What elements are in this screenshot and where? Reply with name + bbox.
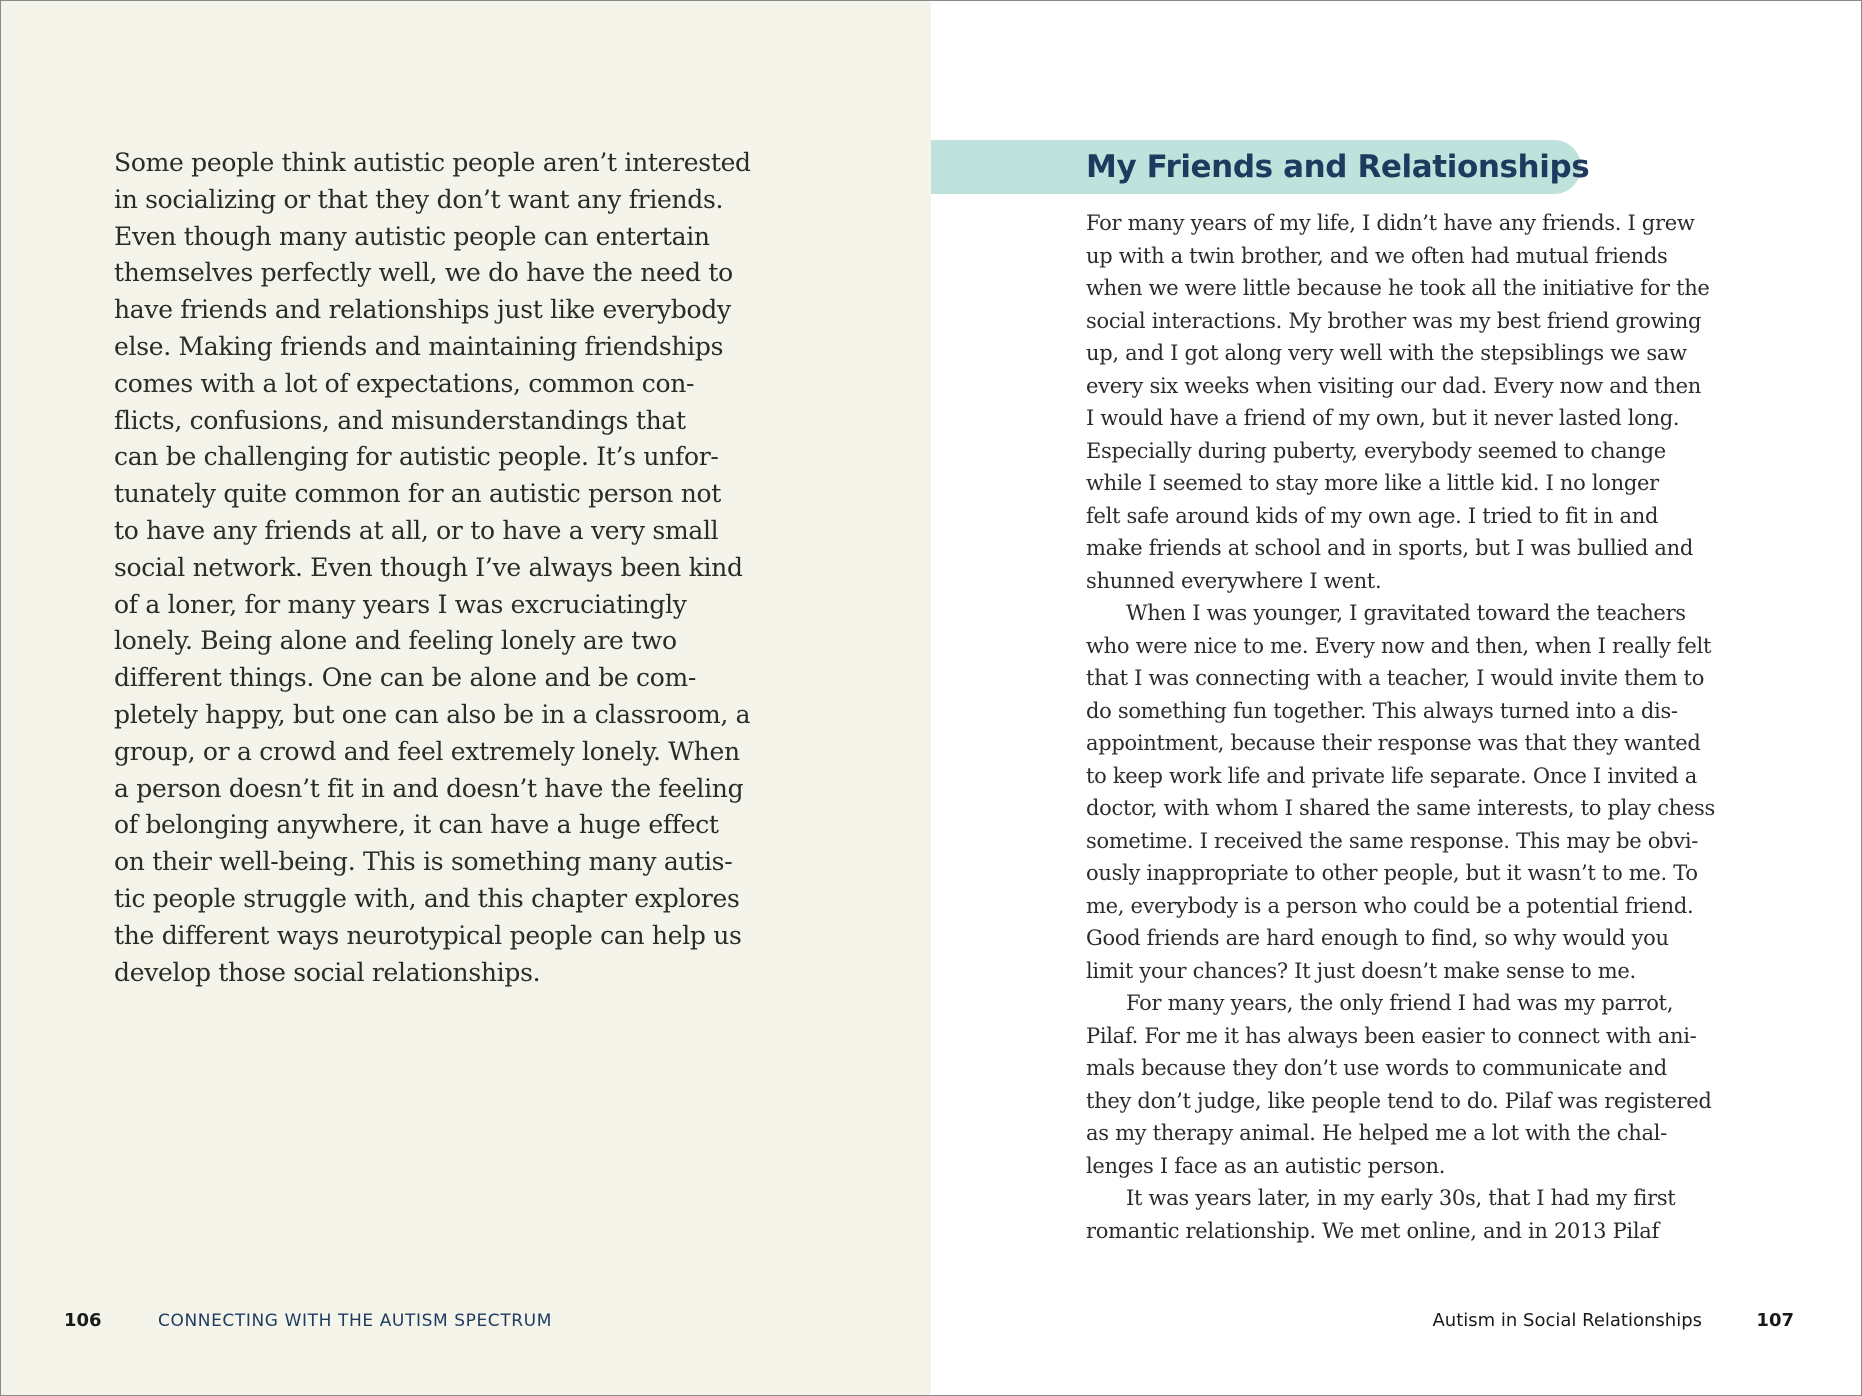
text-line: group, or a crowd and feel extremely lonely. When	[114, 736, 740, 766]
text-line: felt safe around kids of my own age. I tried to fit in and	[1086, 503, 1659, 528]
text-line: mals because they don’t use words to communicate and	[1086, 1056, 1667, 1080]
left-page-body	[114, 145, 784, 991]
left-running-head: CONNECTING WITH THE AUTISM SPECTRUM	[158, 1311, 552, 1331]
paragraph-first-line: When I was younger, I gravitated toward the teachers	[1126, 601, 1686, 625]
text-line: while I seemed to stay more like a little kid. I no longer	[1086, 471, 1659, 495]
text-line: shunned everywhere I went.	[1086, 568, 1382, 593]
text-line: doctor, with whom I shared the same interests, to play chess	[1086, 796, 1715, 820]
left-page-number: 106	[64, 1310, 102, 1331]
text-line: social network. Even though I’ve always been kind	[114, 552, 743, 582]
text-line: up with a twin brother, and we often had mutual friends	[1086, 243, 1668, 268]
right-running-head: Autism in Social Relationships	[1432, 1310, 1702, 1331]
text-line: different things. One can be alone and be com-	[114, 663, 697, 693]
text-line: pletely happy, but one can also be in a classroom, a	[114, 699, 751, 729]
text-line: limit your chances? It just doesn’t make sense to me.	[1086, 958, 1636, 983]
text-line: lenges I face as an autistic person.	[1086, 1153, 1446, 1178]
text-line: when we were little because he took all the initiative for the	[1086, 276, 1710, 300]
text-line: social interactions. My brother was my best friend growing	[1086, 308, 1702, 333]
text-line: sometime. I received the same response. This may be obvi-	[1086, 828, 1699, 853]
text-line: make friends at school and in sports, but I was bullied and	[1086, 536, 1694, 560]
text-line: Pilaf. For me it has always been easier to connect with ani-	[1086, 1023, 1697, 1048]
text-line: For many years of my life, I didn’t have any friends. I grew	[1086, 211, 1695, 235]
text-line: in socializing or that they don’t want any friends.	[114, 184, 724, 214]
text-line: else. Making friends and maintaining friendships	[114, 331, 724, 361]
text-line: of belonging anywhere, it can have a huge effect	[114, 810, 719, 840]
text-line: romantic relationship. We met online, and in 2013 Pilaf	[1086, 1218, 1659, 1243]
text-line: to keep work life and private life separate. Once I invited a	[1086, 763, 1697, 788]
text-line: ously inappropriate to other people, but it wasn’t to me. To	[1086, 861, 1698, 885]
text-line: to have any friends at all, or to have a very small	[114, 515, 719, 545]
text-line: that I was connecting with a teacher, I would invite them to	[1086, 666, 1705, 690]
text-line: themselves perfectly well, we do have the need to	[114, 258, 733, 288]
text-line: up, and I got along very well with the stepsiblings we saw	[1086, 341, 1687, 365]
text-line: every six weeks when visiting our dad. Every now and then	[1086, 373, 1701, 398]
text-line: who were nice to me. Every now and then, when I really felt	[1086, 633, 1712, 658]
text-line: Even though many autistic people can entertain	[114, 221, 710, 251]
text-line: do something fun together. This always turned into a dis-	[1086, 698, 1678, 723]
text-line: comes with a lot of expectations, common con-	[114, 368, 695, 398]
text-line: as my therapy animal. He helped me a lot with the chal-	[1086, 1121, 1667, 1145]
text-line: develop those social relationships.	[114, 957, 541, 987]
text-line: appointment, because their response was that they wanted	[1086, 731, 1701, 755]
text-line: can be challenging for autistic people. It’s unfor-	[114, 442, 719, 472]
text-line: I would have a friend of my own, but it never lasted long.	[1086, 406, 1680, 430]
text-line: Good friends are hard enough to find, so why would you	[1086, 926, 1669, 950]
text-line: Some people think autistic people aren’t interested	[114, 148, 751, 177]
text-line: tunately quite common for an autistic person not	[114, 479, 722, 509]
text-line: have friends and relationships just like everybody	[114, 295, 731, 325]
text-line: on their well-being. This is something many autis-	[114, 847, 733, 877]
text-line: flicts, confusions, and misunderstandings that	[114, 405, 686, 435]
text-line: me, everybody is a person who could be a potential friend.	[1086, 893, 1694, 918]
section-heading: My Friends and Relationships	[1086, 149, 1590, 185]
text-line: Especially during puberty, everybody seemed to change	[1086, 438, 1666, 463]
text-line: of a loner, for many years I was excruciatingly	[114, 589, 687, 619]
right-page-body	[1086, 207, 1766, 1247]
paragraph-first-line: For many years, the only friend I had was my parrot,	[1126, 991, 1674, 1015]
text-line: lonely. Being alone and feeling lonely are two	[114, 626, 677, 656]
text-line: they don’t judge, like people tend to do. Pilaf was registered	[1086, 1088, 1712, 1113]
right-page-number: 107	[1756, 1310, 1794, 1331]
text-line: a person doesn’t fit in and doesn’t have the feeling	[114, 773, 744, 803]
text-line: the different ways neurotypical people can help us	[114, 920, 742, 950]
text-line: tic people struggle with, and this chapter explores	[114, 883, 740, 913]
paragraph-first-line: It was years later, in my early 30s, that I had my first	[1126, 1186, 1676, 1210]
